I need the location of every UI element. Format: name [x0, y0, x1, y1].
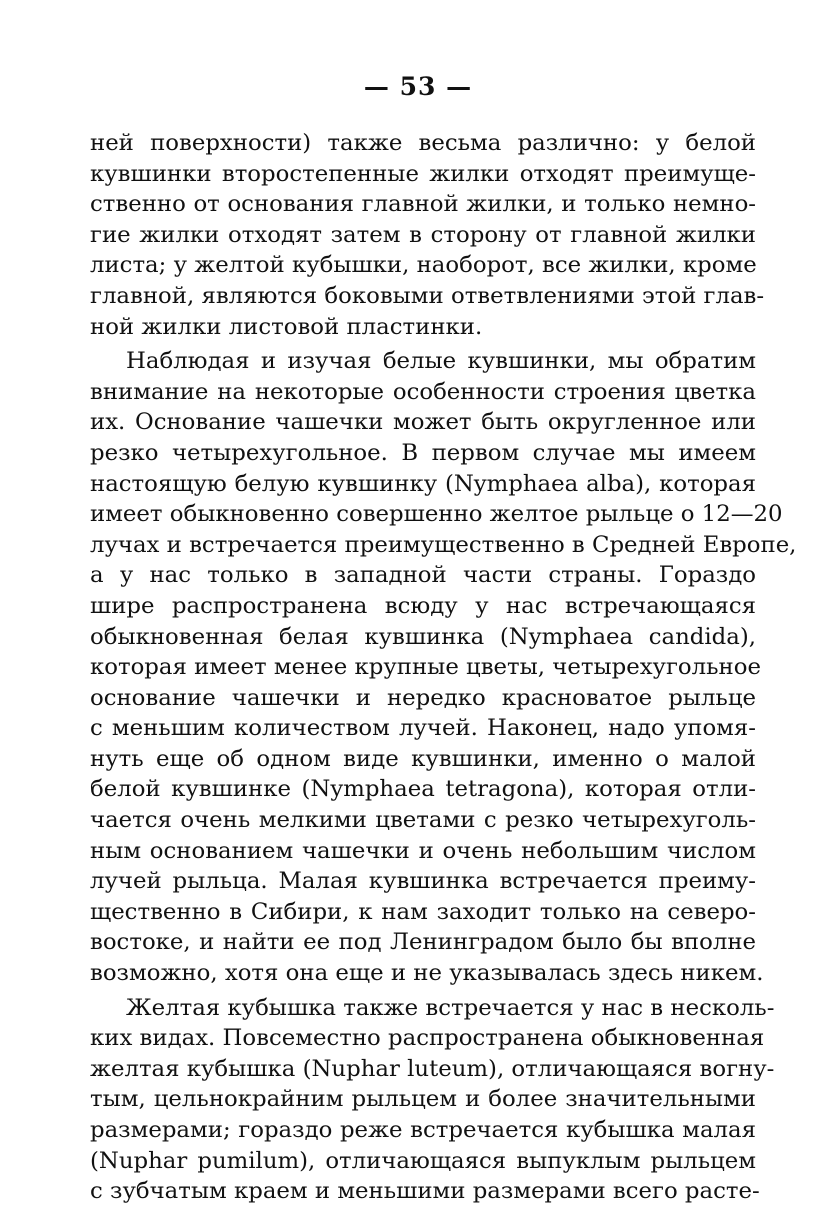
text-line: основание чашечки и нередко красноватое рыльце: [90, 684, 756, 711]
text-line: главной, являются боковыми ответвлениями этой глав-: [90, 282, 765, 309]
page-number: — 53 —: [363, 72, 473, 101]
text-line: листа; у желтой кубышки, наоборот, все жилки, кроме: [90, 252, 757, 279]
text-line: их. Основание чашечки может быть округленное или: [90, 409, 756, 436]
text-line: внимание на некоторые особенности строения цветка: [90, 378, 756, 405]
text-line: лучах и встречается преимущественно в Средней Европе,: [90, 531, 797, 558]
text-line: настоящую белую кувшинку (Nymphaea alba), которая: [90, 470, 756, 497]
text-line: тым, цельнокрайним рыльцем и более значительными: [90, 1086, 756, 1113]
paragraph-2: [90, 346, 797, 988]
text-line: чается очень мелкими цветами с резко четырехуголь-: [90, 807, 756, 834]
text-line: резко четырехугольное. В первом случае мы имеем: [90, 439, 756, 466]
text-line: ней поверхности) также весьма различно: у белой: [90, 130, 756, 156]
text-line: Наблюдая и изучая белые кувшинки, мы обратим: [126, 348, 756, 375]
body-text: [90, 128, 797, 1207]
text-line: имеет обыкновенно совершенно желтое рыльце о 12—20: [90, 501, 783, 528]
text-line: лучей рыльца. Малая кувшинка встречается преиму-: [90, 868, 756, 895]
text-line: гие жилки отходят затем в сторону от главной жилки: [90, 221, 756, 248]
text-line: Желтая кубышка также встречается у нас в несколь-: [126, 994, 775, 1021]
text-line: возможно, хотя она еще и не указывалась здесь никем.: [90, 960, 764, 987]
text-line: а у нас только в западной части страны. Гораздо: [90, 562, 756, 589]
text-line: ной жилки листовой пластинки.: [90, 313, 483, 340]
text-line: ственно от основания главной жилки, и только немно-: [90, 191, 756, 218]
text-line: размерами; гораздо реже встречается кубышка малая: [90, 1117, 756, 1143]
paragraph-3: [90, 993, 775, 1207]
text-line: ких видах. Повсеместно распространена обыкновенная: [90, 1025, 765, 1052]
text-line: белой кувшинке (Nymphaea tetragona), которая отли-: [90, 776, 756, 803]
paragraph-1: [90, 128, 765, 342]
text-line: (Nuphar pumilum), отличающаяся выпуклым рыльцем: [90, 1147, 756, 1174]
text-line: нуть еще об одном виде кувшинки, именно о малой: [90, 745, 756, 772]
text-line: обыкновенная белая кувшинка (Nymphaea candida),: [90, 623, 756, 650]
text-line: востоке, и найти ее под Ленинградом было бы вполне: [90, 929, 756, 956]
text-line: ным основанием чашечки и очень небольшим числом: [90, 837, 756, 864]
text-line: кувшинки второстепенные жилки отходят преимуще-: [90, 160, 756, 187]
text-line: шире распространена всюду у нас встречающаяся: [90, 592, 756, 619]
text-line: желтая кубышка (Nuphar luteum), отличающаяся вогну-: [90, 1055, 775, 1082]
text-line: щественно в Сибири, к нам заходит только на северо-: [90, 898, 756, 925]
text-line: которая имеет менее крупные цветы, четырехугольное: [90, 654, 761, 681]
text-line: с зубчатым краем и меньшими размерами всего расте-: [90, 1178, 760, 1205]
text-line: с меньшим количеством лучей. Наконец, надо упомя-: [90, 715, 756, 742]
